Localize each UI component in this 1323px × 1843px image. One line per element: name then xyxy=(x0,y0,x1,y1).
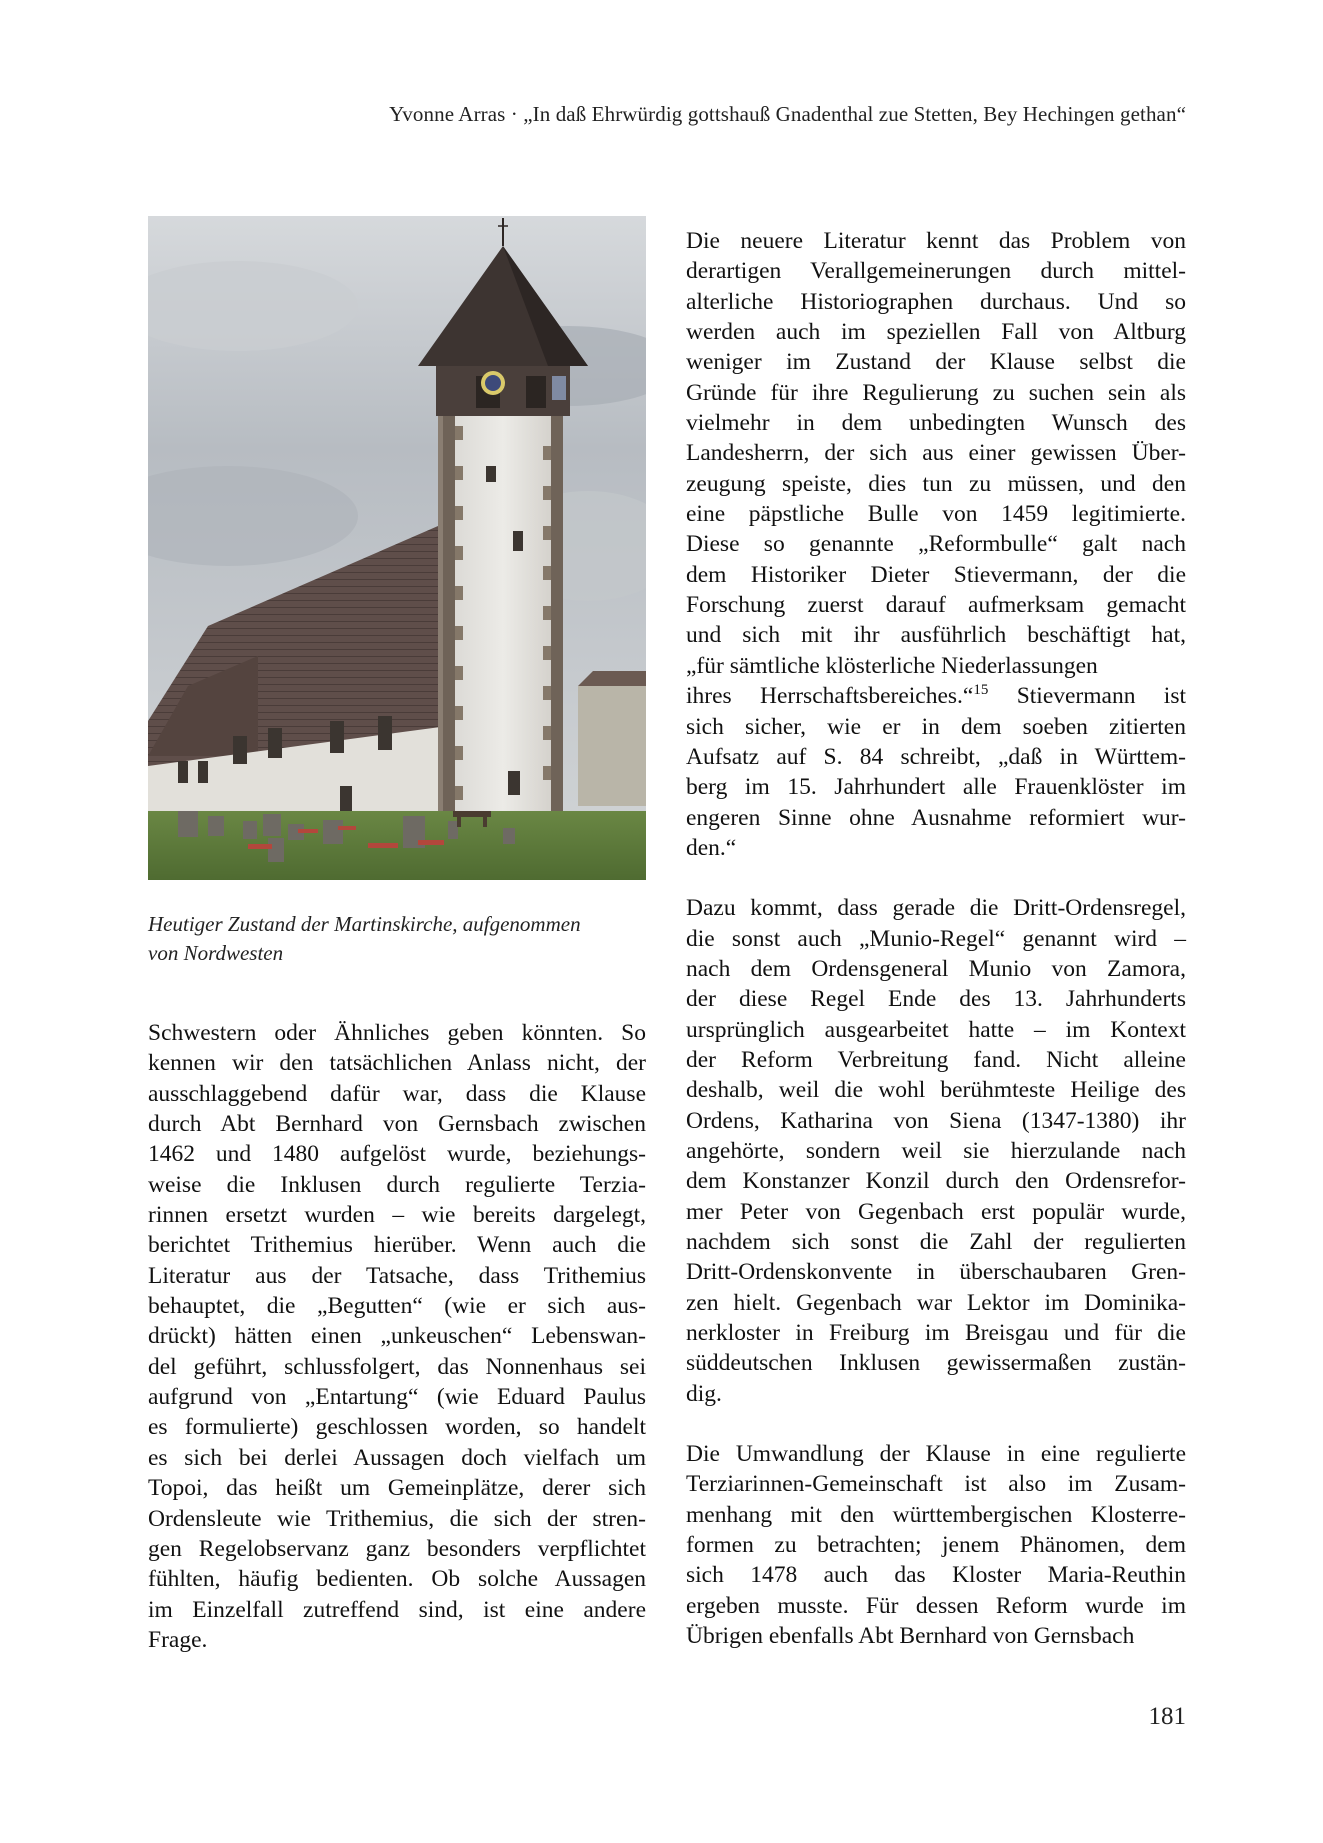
text-line: Diese so genannte „Reformbulle“ galt nach xyxy=(686,531,1186,558)
text-line: vielmehr in dem unbedingten Wunsch des xyxy=(686,410,1186,437)
text-line: rinnen ersetzt wurden – wie bereits dargelegt, xyxy=(148,1202,646,1229)
text-line: del geführt, schlussfolgert, das Nonnenhaus sei xyxy=(148,1353,646,1380)
text-line: Ordens, Katharina von Siena (1347-1380) ihr xyxy=(686,1107,1186,1134)
text-line: drückt) hätten einen „unkeuschen“ Lebenswan- xyxy=(148,1323,646,1350)
martinskirche-image xyxy=(148,216,646,880)
text-line: formen zu betrachten; jenem Phänomen, dem xyxy=(686,1532,1186,1559)
text-line: werden auch im speziellen Fall von Altburg xyxy=(686,319,1186,346)
text-line: mer Peter von Gegenbach erst populär wurde, xyxy=(686,1198,1186,1225)
text-line: süddeutschen Inklusen gewissermaßen zustän- xyxy=(686,1350,1186,1377)
text-line: eine päpstliche Bulle von 1459 legitimierte. xyxy=(686,501,1186,528)
text-line: fühlten, häufig bedienten. Ob solche Aussagen xyxy=(148,1566,646,1593)
text-line: aufgrund von „Entartung“ (wie Eduard Paulus xyxy=(148,1384,646,1411)
text-line: es sich bei derlei Aussagen doch vielfach um xyxy=(148,1444,646,1471)
text-line: dem Historiker Dieter Stievermann, der die xyxy=(686,561,1186,588)
right-paragraph-3 xyxy=(686,1439,1186,1651)
text-line: gen Regelobservanz ganz besonders verpflichtet xyxy=(148,1535,646,1562)
text-line: ursprünglich ausgearbeitet hatte – im Kontext xyxy=(686,1016,1186,1043)
text-line: weniger im Zustand der Klause selbst die xyxy=(686,349,1186,376)
right-column xyxy=(686,226,1186,1651)
text-line: Übrigen ebenfalls Abt Bernhard von Gernsbach xyxy=(686,1623,1135,1650)
text-line: und sich mit ihr ausführlich beschäftigt hat, xyxy=(686,622,1186,649)
text-line: Topoi, das heißt um Gemeinplätze, derer sich xyxy=(148,1475,646,1502)
right-paragraph-2 xyxy=(686,893,1186,1409)
text-line: sich 1478 auch das Kloster Maria-Reuthin xyxy=(686,1562,1186,1589)
text-line: im Einzelfall zutreffend sind, ist eine andere xyxy=(148,1596,646,1623)
text-line: weise die Inklusen durch regulierte Terzia- xyxy=(148,1171,646,1198)
text-line: Frage. xyxy=(148,1626,208,1653)
text-line: die sonst auch „Munio-Regel“ genannt wird – xyxy=(686,925,1186,952)
text-line: kennen wir den tatsächlichen Anlass nicht, der xyxy=(148,1050,646,1077)
text-line: nachdem sich sonst die Zahl der regulierten xyxy=(686,1229,1186,1255)
text-line: nach dem Ordensgeneral Munio von Zamora, xyxy=(686,955,1186,982)
text-line: den.“ xyxy=(686,834,737,861)
text-line: ihres Herrschaftsbereiches.“$^{15}$ Stievermann ist xyxy=(686,682,1186,710)
text-line: ergeben musste. Für dessen Reform wurde im xyxy=(686,1592,1186,1619)
text-line: Die neuere Literatur kennt das Problem von xyxy=(686,228,1186,254)
text-line: sich sicher, wie er in dem soeben zitierten xyxy=(686,713,1186,740)
church-photo xyxy=(148,216,646,880)
text-line: durch Abt Bernhard von Gernsbach zwischen xyxy=(148,1111,646,1138)
text-line: nerkloster in Freiburg im Breisgau und für die xyxy=(686,1320,1186,1347)
text-line: berg im 15. Jahrhundert alle Frauenklöster im xyxy=(686,774,1186,801)
text-line: alterliche Historiographen durchaus. Und so xyxy=(686,288,1186,315)
text-line: derartigen Verallgemeinerungen durch mittel- xyxy=(686,258,1186,285)
text-line: der diese Regel Ende des 13. Jahrhunderts xyxy=(686,986,1186,1013)
text-line: Landesherrn, der sich aus einer gewissen Über- xyxy=(686,440,1186,467)
text-line: Aufsatz auf S. 84 schreibt, „daß in Württem- xyxy=(686,743,1186,770)
text-line: Terziarinnen-Gemeinschaft ist also im Zusam- xyxy=(686,1471,1186,1498)
left-paragraph xyxy=(148,1018,646,1655)
text-line: dig. xyxy=(686,1380,722,1407)
footnote-ref[interactable]: 15 xyxy=(973,682,989,699)
text-line: 1462 und 1480 aufgelöst wurde, beziehungs- xyxy=(148,1141,646,1168)
text-line: der Reform Verbreitung fand. Nicht alleine xyxy=(686,1046,1186,1073)
text-line: Literatur aus der Tatsache, dass Trithemius xyxy=(148,1262,646,1289)
text-line: Die Umwandlung der Klause in eine regulierte xyxy=(686,1441,1186,1468)
text-line: berichtet Trithemius hierüber. Wenn auch die xyxy=(148,1232,646,1259)
caption-line: von Nordwesten xyxy=(148,941,284,965)
text-line: deshalb, weil die wohl berühmteste Heilige des xyxy=(686,1077,1186,1104)
page-number: 181 xyxy=(1148,1703,1186,1730)
text-line: zen hielt. Gegenbach war Lektor im Dominika- xyxy=(686,1289,1186,1316)
text-line: Dritt-Ordenskonvente in überschaubaren Gren- xyxy=(686,1259,1186,1286)
text-line: Dazu kommt, dass gerade die Dritt-Ordensregel, xyxy=(686,895,1186,922)
text-line: Schwestern oder Ähnliches geben könnten. So xyxy=(148,1020,646,1046)
text-line: ausschlaggebend dafür war, dass die Klause xyxy=(148,1080,646,1107)
left-column xyxy=(148,1018,646,1655)
text-line: behauptet, die „Begutten“ (wie er sich aus- xyxy=(148,1293,646,1320)
text-line: Gründe für ihre Regulierung zu suchen sein als xyxy=(686,379,1186,406)
text-line: Forschung zuerst darauf aufmerksam gemacht xyxy=(686,592,1186,619)
text-line: engeren Sinne ohne Ausnahme reformiert wur- xyxy=(686,804,1186,831)
text-line: menhang mit den württembergischen Klosterre- xyxy=(686,1501,1186,1528)
text-line: „für sämtliche klösterliche Niederlassungen xyxy=(686,652,1098,679)
text-line: angehörte, sondern weil sie hierzulande nach xyxy=(686,1137,1186,1164)
text-line: Ordensleute wie Trithemius, die sich der stren- xyxy=(148,1505,646,1532)
figure-caption xyxy=(148,910,648,968)
text-line: es formulierte) geschlossen worden, so handelt xyxy=(148,1414,646,1441)
running-head: Yvonne Arras · „In daß Ehrwürdig gottshauß Gnadenthal zue Stetten, Bey Hechingen gethan“ xyxy=(389,102,1186,126)
text-line: zeugung speiste, dies tun zu müssen, und den xyxy=(686,470,1186,497)
caption-line: Heutiger Zustand der Martinskirche, aufgenommen xyxy=(148,912,581,936)
right-paragraph-1 xyxy=(686,226,1186,863)
text-line: dem Konstanzer Konzil durch den Ordensrefor- xyxy=(686,1168,1186,1195)
